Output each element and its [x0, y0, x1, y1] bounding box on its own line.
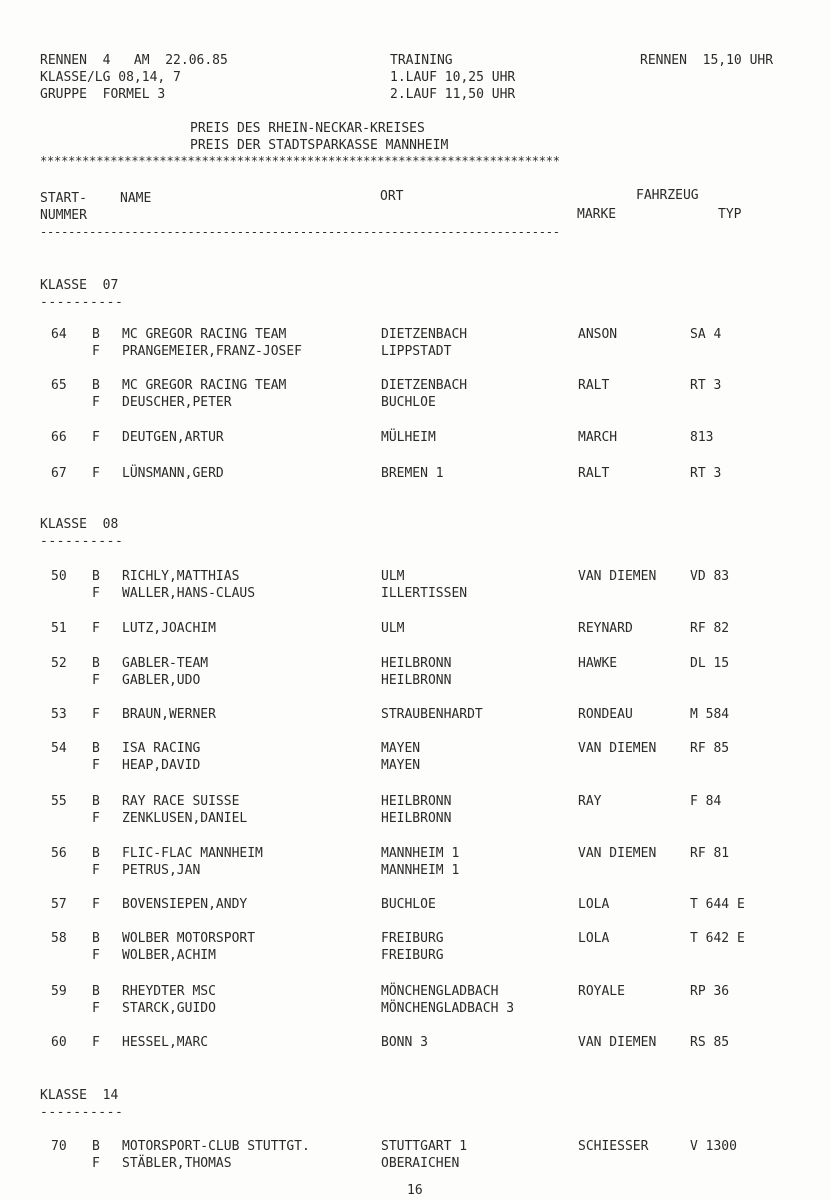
header-training: TRAINING [390, 53, 453, 68]
car-type: RT 3 [690, 378, 722, 393]
car-type: RS 85 [690, 1035, 730, 1050]
entrant-town: ULM [381, 621, 405, 636]
header-race-time: RENNEN 15,10 UHR [640, 53, 774, 68]
header-race-line: RENNEN 4 AM 22.06.85 [40, 53, 228, 68]
entrant-name: STARCK,GUIDO [122, 1001, 216, 1016]
start-number: 59 [51, 984, 67, 999]
entry-row [0, 429, 830, 469]
entrant-name: ISA RACING [122, 741, 201, 756]
entry-row [0, 930, 830, 970]
header-lauf2: 2.LAUF 11,50 UHR [390, 87, 516, 102]
col-name: NAME [120, 191, 152, 206]
start-number: 70 [51, 1139, 67, 1154]
car-make: VAN DIEMEN [578, 846, 657, 861]
role-code: F [92, 758, 100, 773]
start-number: 56 [51, 846, 67, 861]
entrant-town: HEILBRONN [381, 794, 452, 809]
role-code: F [92, 707, 100, 722]
car-make: ROYALE [578, 984, 625, 999]
entry-row [0, 983, 830, 1023]
role-code: F [92, 586, 100, 601]
car-type: RT 3 [690, 466, 722, 481]
klasse-underline: ---------- [40, 1105, 124, 1120]
car-type: T 644 E [690, 897, 745, 912]
entrant-town: BONN 3 [381, 1035, 428, 1050]
car-type: RF 82 [690, 621, 730, 636]
role-code: F [92, 344, 100, 359]
prize-title-1: PREIS DES RHEIN-NECKAR-KREISES [190, 121, 425, 136]
role-code: B [92, 656, 100, 671]
start-number: 66 [51, 430, 67, 445]
entrant-town: FREIBURG [381, 948, 444, 963]
start-number: 55 [51, 794, 67, 809]
entrant-town: ULM [381, 569, 405, 584]
start-number: 54 [51, 741, 67, 756]
entry-row [0, 655, 830, 695]
entrant-town: MÖNCHENGLADBACH [381, 984, 499, 999]
entrant-name: PRANGEMEIER,FRANZ-JOSEF [122, 344, 303, 359]
car-type: RF 85 [690, 741, 730, 756]
car-make: MARCH [578, 430, 618, 445]
entrant-name: DEUSCHER,PETER [122, 395, 232, 410]
entrant-name: WOLBER MOTORSPORT [122, 931, 256, 946]
car-type: RF 81 [690, 846, 730, 861]
entrant-name: LÜNSMANN,GERD [122, 466, 224, 481]
car-make: LOLA [578, 897, 610, 912]
car-make: RONDEAU [578, 707, 633, 722]
col-nummer: NUMMER [40, 208, 87, 223]
car-type: 813 [690, 430, 714, 445]
entrant-town: MANNHEIM 1 [381, 863, 460, 878]
entrant-town: MÖNCHENGLADBACH 3 [381, 1001, 515, 1016]
car-make: RAY [578, 794, 602, 809]
entry-row [0, 845, 830, 885]
klasse-underline: ---------- [40, 534, 124, 549]
entrant-name: MOTORSPORT-CLUB STUTTGT. [122, 1139, 310, 1154]
role-code: F [92, 621, 100, 636]
car-make: REYNARD [578, 621, 633, 636]
entrant-town: MANNHEIM 1 [381, 846, 460, 861]
star-separator: ************************************************************************** [40, 154, 560, 168]
dash-separator: -------------------------------------------------------------------------- [40, 225, 560, 239]
klasse-heading [40, 1087, 123, 1121]
start-number: 53 [51, 707, 67, 722]
entry-row [0, 465, 830, 505]
entrant-town: FREIBURG [381, 931, 444, 946]
page-number: 16 [407, 1183, 423, 1198]
entrant-town: STUTTGART 1 [381, 1139, 468, 1154]
role-code: F [92, 1001, 100, 1016]
role-code: F [92, 395, 100, 410]
entry-row [0, 793, 830, 833]
entrant-name: FLIC-FLAC MANNHEIM [122, 846, 263, 861]
entry-row [0, 377, 830, 417]
car-make: RALT [578, 378, 610, 393]
role-code: F [92, 811, 100, 826]
role-code: B [92, 931, 100, 946]
entrant-town: STRAUBENHARDT [381, 707, 483, 722]
role-code: B [92, 1139, 100, 1154]
start-number: 57 [51, 897, 67, 912]
entry-row [0, 740, 830, 780]
entrant-town: MAYEN [381, 741, 421, 756]
entrant-town: OBERAICHEN [381, 1156, 460, 1171]
entrant-town: HEILBRONN [381, 656, 452, 671]
entry-row [0, 620, 830, 660]
role-code: B [92, 741, 100, 756]
entrant-name: WOLBER,ACHIM [122, 948, 216, 963]
entrant-town: BUCHLOE [381, 395, 436, 410]
entrant-name: PETRUS,JAN [122, 863, 201, 878]
role-code: B [92, 984, 100, 999]
role-code: F [92, 897, 100, 912]
role-code: B [92, 378, 100, 393]
entrant-town: BUCHLOE [381, 897, 436, 912]
entrant-town: BREMEN 1 [381, 466, 444, 481]
car-make: VAN DIEMEN [578, 569, 657, 584]
entry-row [0, 568, 830, 608]
entrant-name: ZENKLUSEN,DANIEL [122, 811, 248, 826]
car-make: HAWKE [578, 656, 618, 671]
entrant-town: HEILBRONN [381, 811, 452, 826]
role-code: F [92, 466, 100, 481]
entry-row [0, 1034, 830, 1074]
entry-row [0, 1138, 830, 1178]
role-code: B [92, 327, 100, 342]
car-type: T 642 E [690, 931, 745, 946]
entrant-town: MÜLHEIM [381, 430, 436, 445]
role-code: F [92, 948, 100, 963]
role-code: B [92, 846, 100, 861]
entrant-name: MC GREGOR RACING TEAM [122, 378, 287, 393]
klasse-underline: ---------- [40, 295, 124, 310]
col-ort: ORT [380, 189, 404, 204]
entry-row [0, 326, 830, 366]
role-code: F [92, 673, 100, 688]
car-make: LOLA [578, 931, 610, 946]
start-number: 50 [51, 569, 67, 584]
car-type: DL 15 [690, 656, 730, 671]
car-type: RP 36 [690, 984, 730, 999]
start-number: 64 [51, 327, 67, 342]
start-number: 60 [51, 1035, 67, 1050]
car-make: VAN DIEMEN [578, 741, 657, 756]
start-number: 51 [51, 621, 67, 636]
entrant-town: MAYEN [381, 758, 421, 773]
role-code: B [92, 794, 100, 809]
start-number: 67 [51, 466, 67, 481]
header-group-line: GRUPPE FORMEL 3 [40, 87, 166, 102]
car-type: VD 83 [690, 569, 730, 584]
role-code: F [92, 1156, 100, 1171]
col-marke: MARKE [577, 207, 617, 222]
entrant-name: WALLER,HANS-CLAUS [122, 586, 256, 601]
car-make: VAN DIEMEN [578, 1035, 657, 1050]
entrant-name: RICHLY,MATTHIAS [122, 569, 240, 584]
car-type: M 584 [690, 707, 730, 722]
klasse-title: KLASSE 08 [40, 517, 119, 532]
car-type: V 1300 [690, 1139, 737, 1154]
entrant-town: ILLERTISSEN [381, 586, 468, 601]
start-number: 65 [51, 378, 67, 393]
car-type: SA 4 [690, 327, 722, 342]
klasse-heading [40, 516, 123, 550]
car-type: F 84 [690, 794, 722, 809]
car-make: SCHIESSER [578, 1139, 649, 1154]
role-code: F [92, 1035, 100, 1050]
start-number: 52 [51, 656, 67, 671]
role-code: F [92, 863, 100, 878]
entrant-name: HEAP,DAVID [122, 758, 201, 773]
entrant-name: DEUTGEN,ARTUR [122, 430, 224, 445]
entrant-name: STÄBLER,THOMAS [122, 1156, 232, 1171]
entrant-name: RHEYDTER MSC [122, 984, 216, 999]
header-class-line: KLASSE/LG 08,14, 7 [40, 70, 181, 85]
header-lauf1: 1.LAUF 10,25 UHR [390, 70, 516, 85]
entrant-name: LUTZ,JOACHIM [122, 621, 216, 636]
start-number: 58 [51, 931, 67, 946]
entrant-town: HEILBRONN [381, 673, 452, 688]
car-make: RALT [578, 466, 610, 481]
role-code: B [92, 569, 100, 584]
entrant-name: HESSEL,MARC [122, 1035, 209, 1050]
prize-title-2: PREIS DER STADTSPARKASSE MANNHEIM [190, 138, 449, 153]
klasse-title: KLASSE 07 [40, 278, 119, 293]
entrant-town: DIETZENBACH [381, 327, 468, 342]
entrant-name: MC GREGOR RACING TEAM [122, 327, 287, 342]
entrant-town: LIPPSTADT [381, 344, 452, 359]
car-make: ANSON [578, 327, 618, 342]
entrant-name: BOVENSIEPEN,ANDY [122, 897, 248, 912]
entrant-name: RAY RACE SUISSE [122, 794, 240, 809]
col-typ: TYP [718, 207, 742, 222]
col-start: START- [40, 191, 87, 206]
entrant-name: GABLER,UDO [122, 673, 201, 688]
klasse-heading [40, 277, 123, 311]
entrant-name: BRAUN,WERNER [122, 707, 216, 722]
col-fahrzeug: FAHRZEUG [636, 188, 699, 203]
klasse-title: KLASSE 14 [40, 1088, 119, 1103]
entrant-town: DIETZENBACH [381, 378, 468, 393]
entrant-name: GABLER-TEAM [122, 656, 209, 671]
role-code: F [92, 430, 100, 445]
